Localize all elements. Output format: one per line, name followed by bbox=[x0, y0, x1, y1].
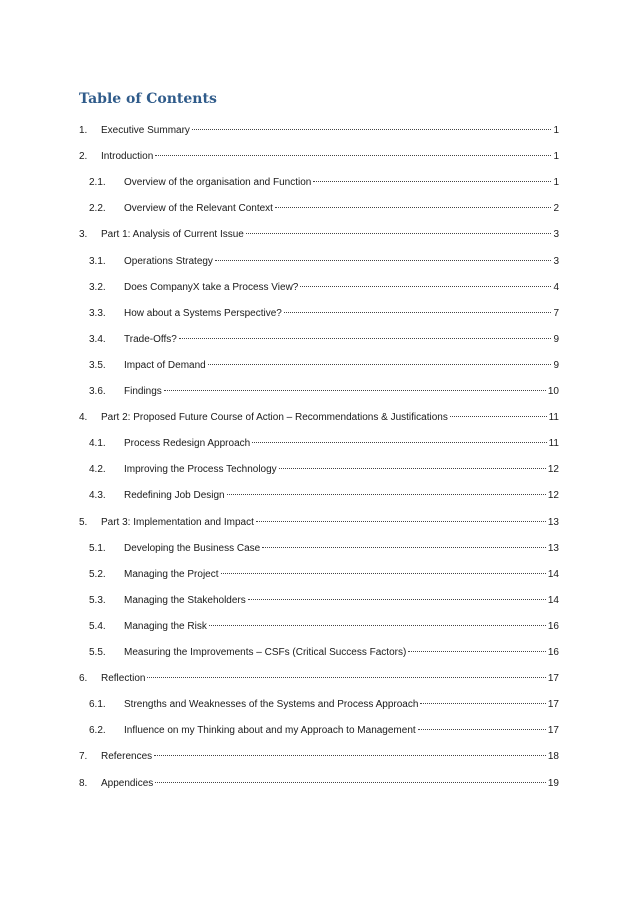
toc-entry[interactable] bbox=[79, 223, 559, 240]
dot-leader bbox=[283, 302, 554, 316]
toc-entry[interactable] bbox=[89, 354, 559, 371]
toc-entry-number: 3.3. bbox=[89, 308, 106, 319]
toc-entry-number: 6. bbox=[79, 673, 88, 684]
toc-entry-page-number: 17 bbox=[547, 725, 559, 736]
toc-entry[interactable] bbox=[79, 511, 559, 528]
toc-entry-page-number: 16 bbox=[547, 647, 559, 658]
toc-entry-label: Findings bbox=[124, 386, 162, 397]
dot-leader bbox=[154, 145, 553, 159]
toc-entry-number: 8. bbox=[79, 778, 88, 789]
toc-entry-page-number: 16 bbox=[547, 621, 559, 632]
toc-entry[interactable] bbox=[89, 328, 559, 345]
toc-entry[interactable] bbox=[79, 145, 559, 162]
toc-entry-page-number: 1 bbox=[553, 125, 559, 136]
toc-entry-label: Overview of the organisation and Function bbox=[124, 177, 312, 188]
dot-leader bbox=[407, 641, 548, 655]
dot-leader bbox=[449, 406, 549, 420]
toc-entry-number: 4.1. bbox=[89, 438, 106, 449]
toc-entry-number: 3.2. bbox=[89, 282, 106, 293]
toc-entry-label: Improving the Process Technology bbox=[124, 464, 277, 475]
toc-entry-page-number: 18 bbox=[547, 751, 559, 762]
toc-entry[interactable] bbox=[89, 380, 559, 397]
toc-entry[interactable] bbox=[89, 458, 559, 475]
toc-entry-page-number: 2 bbox=[553, 203, 559, 214]
toc-entry-page-number: 13 bbox=[547, 517, 559, 528]
toc-entry[interactable] bbox=[89, 171, 559, 188]
toc-entry-page-number: 11 bbox=[548, 438, 559, 449]
toc-entry-page-number: 12 bbox=[547, 490, 559, 501]
toc-entry-page-number: 7 bbox=[553, 308, 559, 319]
toc-title: Table of Contents bbox=[79, 91, 217, 107]
dot-leader bbox=[261, 537, 548, 551]
dot-leader bbox=[153, 745, 548, 759]
toc-entry-label: Managing the Stakeholders bbox=[124, 595, 246, 606]
toc-entry-number: 5.3. bbox=[89, 595, 106, 606]
dot-leader bbox=[226, 484, 548, 498]
dot-leader bbox=[191, 119, 554, 133]
dot-leader bbox=[178, 328, 554, 342]
toc-entry-label: Part 3: Implementation and Impact bbox=[101, 517, 254, 528]
toc-entry-page-number: 1 bbox=[553, 177, 559, 188]
toc-entry-number: 3. bbox=[79, 229, 88, 240]
toc-entry-label: Managing the Risk bbox=[124, 621, 207, 632]
toc-entry-number: 4.3. bbox=[89, 490, 106, 501]
toc-entry[interactable] bbox=[79, 772, 559, 789]
toc-entry[interactable] bbox=[89, 432, 559, 449]
dot-leader bbox=[417, 719, 548, 733]
toc-entry[interactable] bbox=[79, 406, 559, 423]
toc-entry-page-number: 17 bbox=[547, 673, 559, 684]
toc-entry-number: 6.2. bbox=[89, 725, 106, 736]
toc-entry-page-number: 17 bbox=[547, 699, 559, 710]
toc-entry-label: Overview of the Relevant Context bbox=[124, 203, 273, 214]
toc-entry-label: Operations Strategy bbox=[124, 256, 213, 267]
dot-leader bbox=[207, 354, 554, 368]
toc-entry-label: Reflection bbox=[101, 673, 146, 684]
toc-entry-label: Process Redesign Approach bbox=[124, 438, 251, 449]
toc-entry[interactable] bbox=[89, 537, 559, 554]
toc-entry[interactable] bbox=[89, 693, 559, 710]
toc-entry-number: 7. bbox=[79, 751, 88, 762]
toc-entry[interactable] bbox=[79, 745, 559, 762]
toc-entry-label: Executive Summary bbox=[101, 125, 190, 136]
toc-entry-label: Measuring the Improvements – CSFs (Critical Success Factors) bbox=[124, 647, 407, 658]
dot-leader bbox=[220, 563, 548, 577]
dot-leader bbox=[245, 223, 554, 237]
dot-leader bbox=[154, 772, 548, 786]
toc-entry-page-number: 12 bbox=[547, 464, 559, 475]
toc-entry-label: Appendices bbox=[101, 778, 154, 789]
toc-entry-label: How about a Systems Perspective? bbox=[124, 308, 282, 319]
toc-entry-number: 2.2. bbox=[89, 203, 106, 214]
toc-entry-label: References bbox=[101, 751, 153, 762]
toc-entry-page-number: 10 bbox=[547, 386, 559, 397]
toc-entry-label: Introduction bbox=[101, 151, 154, 162]
toc-entry-page-number: 11 bbox=[548, 412, 559, 423]
toc-entry-page-number: 14 bbox=[547, 569, 559, 580]
toc-entry-number: 2. bbox=[79, 151, 88, 162]
dot-leader bbox=[419, 693, 547, 707]
toc-entry-number: 5.5. bbox=[89, 647, 106, 658]
toc-entry-number: 6.1. bbox=[89, 699, 106, 710]
toc-entry[interactable] bbox=[89, 250, 559, 267]
toc-entry-label: Influence on my Thinking about and my Approach to Management bbox=[124, 725, 416, 736]
toc-entry[interactable] bbox=[89, 615, 559, 632]
dot-leader bbox=[278, 458, 548, 472]
toc-entry-label: Redefining Job Design bbox=[124, 490, 225, 501]
toc-entry-label: Impact of Demand bbox=[124, 360, 206, 371]
toc-entry[interactable] bbox=[89, 302, 559, 319]
toc-entry[interactable] bbox=[89, 197, 559, 214]
toc-entry-page-number: 9 bbox=[553, 334, 559, 345]
toc-entry-number: 4. bbox=[79, 412, 88, 423]
dot-leader bbox=[251, 432, 548, 446]
dot-leader bbox=[312, 171, 553, 185]
dot-leader bbox=[299, 276, 553, 290]
toc-entry-label: Trade-Offs? bbox=[124, 334, 177, 345]
toc-entry-label: Does CompanyX take a Process View? bbox=[124, 282, 299, 293]
toc-entry-page-number: 13 bbox=[547, 543, 559, 554]
dot-leader bbox=[208, 615, 548, 629]
toc-entry-label: Managing the Project bbox=[124, 569, 219, 580]
toc-entry-page-number: 19 bbox=[547, 778, 559, 789]
toc-entry-page-number: 4 bbox=[553, 282, 559, 293]
toc-entry-number: 3.1. bbox=[89, 256, 106, 267]
dot-leader bbox=[247, 589, 548, 603]
toc-entry[interactable] bbox=[89, 484, 559, 501]
toc-entry-number: 5. bbox=[79, 517, 88, 528]
dot-leader bbox=[163, 380, 548, 394]
toc-entry[interactable] bbox=[89, 641, 559, 658]
dot-leader bbox=[146, 667, 547, 681]
toc-entry-label: Part 1: Analysis of Current Issue bbox=[101, 229, 244, 240]
toc-entry-number: 3.6. bbox=[89, 386, 106, 397]
toc-entry-number: 5.1. bbox=[89, 543, 106, 554]
toc-entry-page-number: 3 bbox=[553, 229, 559, 240]
toc-entry-label: Developing the Business Case bbox=[124, 543, 261, 554]
toc-entry-page-number: 9 bbox=[553, 360, 559, 371]
toc-entry-number: 1. bbox=[79, 125, 88, 136]
toc-entry[interactable] bbox=[89, 589, 559, 606]
toc-entry[interactable] bbox=[89, 276, 559, 293]
toc-entry-page-number: 1 bbox=[553, 151, 559, 162]
toc-entry-label: Strengths and Weaknesses of the Systems and Process Approach bbox=[124, 699, 419, 710]
dot-leader bbox=[255, 511, 548, 525]
toc-entry-page-number: 3 bbox=[553, 256, 559, 267]
dot-leader bbox=[214, 250, 554, 264]
toc-entry[interactable] bbox=[79, 667, 559, 684]
toc-entry[interactable] bbox=[89, 719, 559, 736]
toc-entry-number: 5.2. bbox=[89, 569, 106, 580]
toc-entry-number: 2.1. bbox=[89, 177, 106, 188]
dot-leader bbox=[274, 197, 553, 211]
toc-entry-number: 3.5. bbox=[89, 360, 106, 371]
toc-entry-page-number: 14 bbox=[547, 595, 559, 606]
toc-entry-number: 5.4. bbox=[89, 621, 106, 632]
toc-entry-number: 4.2. bbox=[89, 464, 106, 475]
toc-entry[interactable] bbox=[89, 563, 559, 580]
toc-entry[interactable] bbox=[79, 119, 559, 136]
toc-entry-number: 3.4. bbox=[89, 334, 106, 345]
toc-entry-label: Part 2: Proposed Future Course of Action – Recommendations & Justifications bbox=[101, 412, 448, 423]
